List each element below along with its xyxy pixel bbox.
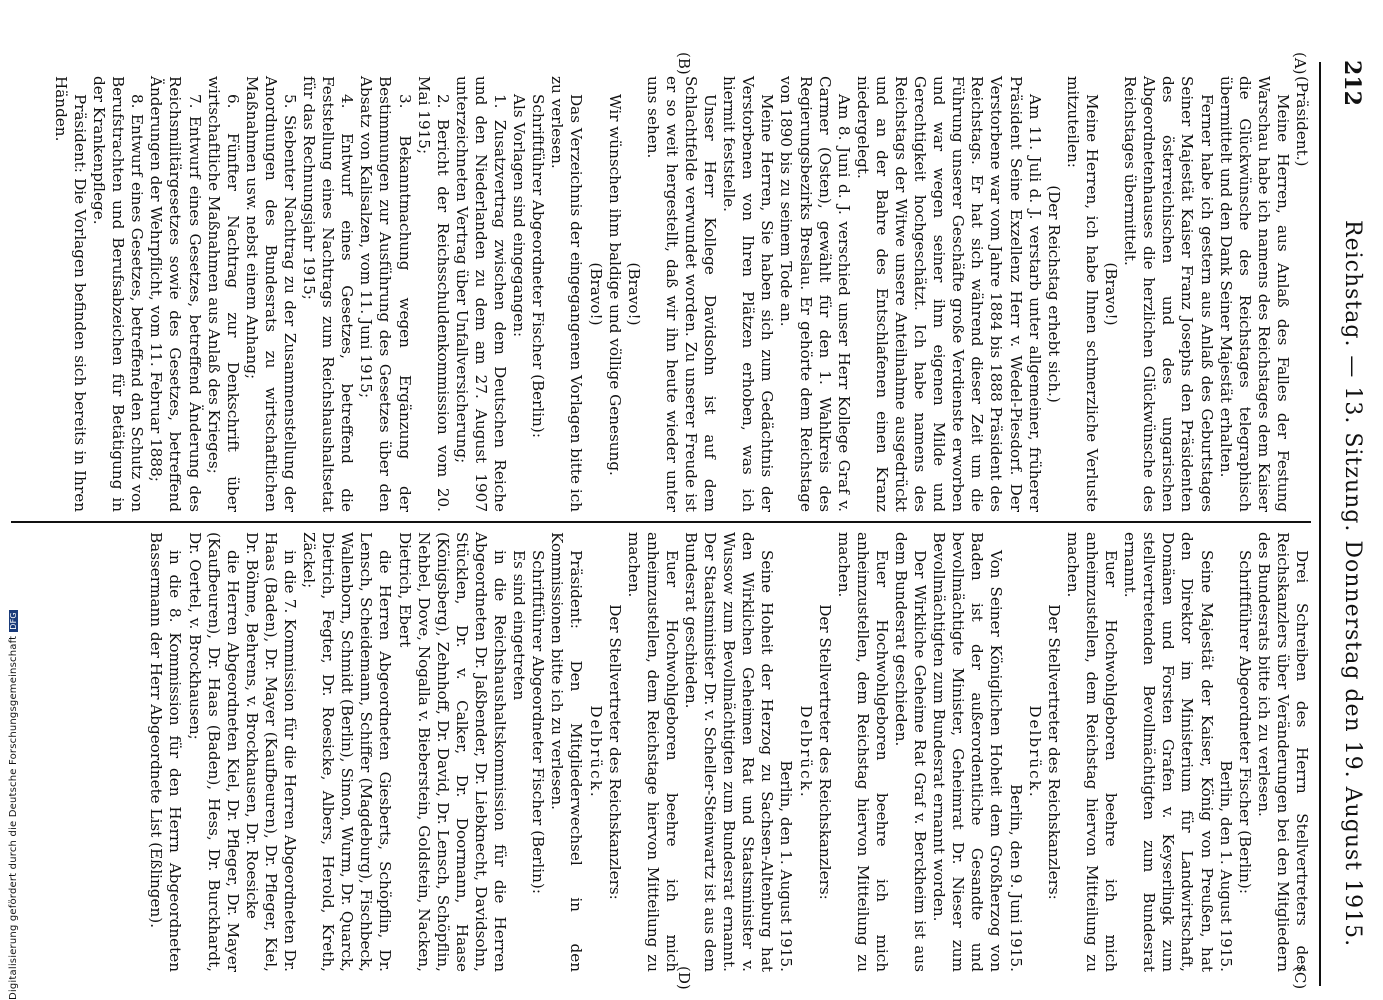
- left-column-paragraph: 6. Fünfter Nachtrag zur Denkschrift über wirtschaftliche Maßnahmen aus Anlaß des Krieges;: [204, 76, 242, 512]
- running-head: Reichstag. — 13. Sitzung. Donnerstag den 19. August 1915.: [1340, 220, 1365, 948]
- left-column-paragraph: (Präsident.): [1293, 76, 1311, 167]
- right-column-paragraph: Der Wirkliche Geheime Rat Graf v. Berckheim ist aus dem Bundesrat geschieden.: [892, 532, 930, 972]
- right-column-paragraph: Euer Hochwohlgeboren beehre ich mich anheimzustellen, dem Reichstage hiervon Mitteilung zu machen.: [624, 532, 681, 972]
- left-column-paragraph: 8. Entwurf eines Gesetzes, betreffend den Schutz von Berufstrachten und Berufsabzeichen für Betätigung in der Krankenpflege.: [90, 76, 147, 512]
- right-column-paragraph: Der Stellvertreter des Reichskanzlers:: [815, 604, 834, 900]
- footer-credit-strip: [8, 0, 22, 1000]
- right-column-paragraph: Es sind eingetreten: [510, 550, 529, 701]
- right-column-paragraph: Der Stellvertreter des Reichskanzlers:: [605, 604, 624, 900]
- margin-mark-b: (B): [675, 52, 693, 75]
- right-column-paragraph: Berlin, den 1. August 1915.: [777, 760, 796, 972]
- left-column-paragraph: 3. Bekanntmachung wegen Ergänzung der Bestimmungen zur Ausführung des Gesetzes über den Absatz von Kalisalzen, vom 11. Juni 1915;: [357, 76, 414, 512]
- left-column-paragraph: 5. Siebenter Nachtrag zu der Zusammenstellung der Anordnungen des Bundesrats zu wirtschaftlichen Maßnahmen usw. nebst einem Anhang;: [242, 76, 300, 512]
- right-column-paragraph: in die 8. Kommission für den Herrn Abgeordneten Bassermann der Herr Abgeordnete List (Eßlingen).: [147, 532, 185, 972]
- header-rule: [1319, 62, 1321, 986]
- right-column-paragraph: Der Stellvertreter des Reichskanzlers:: [1044, 604, 1063, 900]
- right-column-paragraph: die Herren Abgeordneten Giesberts, Schöpflin, Dr. Lensch, Scheidemann, Schiffer (Magdeburg), Fischbeck, Wallenborn, Schmidt (Berlin), Simon, Wurm, Dr. Quarck, Dietrich, Fegter, Dr. Roesicke, Albers, Herold, Kreth, Zäckel;: [300, 532, 395, 972]
- left-column-paragraph: 1. Zusatzvertrag zwischen dem Deutschen Reiche und den Niederlanden zu dem am 27. August 1907 unterzeichneten Vertrag über Unfallversicherung;: [452, 76, 510, 512]
- left-column-paragraph: 7. Entwurf eines Gesetzes, betreffend Änderung des Reichsmilitärgesetzes sowie des Gesetzes, betreffend Änderungen der Wehrpflicht, vom 11. Februar 1888;: [147, 76, 204, 512]
- left-column-paragraph: Ferner habe ich gestern aus Anlaß des Geburtstages Seiner Majestät Kaiser Franz Josephs den Präsidenten des österreichischen und des ungarischen Abgeordnetenhauses die herzlichen Glückwünsche des Reichstages übermittelt.: [1121, 76, 1216, 512]
- left-column-paragraph: (Bravo!): [586, 262, 605, 326]
- right-column-paragraph: Seine Hoheit der Herzog zu Sachsen-Altenburg hat den Wirklichen Geheimen Rat und Staatsminister v. Wussow zum Bevollmächtigten zum Bundesrat ernannt. Der Staatsminister Dr. v. Scheller-Steinwartz ist aus dem Bundesrat geschieden.: [682, 532, 777, 972]
- right-column-paragraph: in die Reichshaushaltskommission für die Herren Abgeordneten Dr. Jaßbender, Dr. Liebknecht, Davidsohn, Stücklen, Dr. v. Calker, Dr. Doormann, Haase (Königsberg), Zehnhoff, Dr. David, Dr. Lensch, Schöpflin, Nehbel, Dove, Nogalla v. Bieberstein, Goldstein, Nacken, Dietrich, Ebert: [395, 532, 510, 972]
- right-column-paragraph: Berlin, den 9. Juni 1915.: [1006, 783, 1025, 972]
- left-column-paragraph: Als Vorlagen sind eingegangen:: [510, 94, 529, 338]
- left-column-paragraph: Das Verzeichnis der eingegangenen Vorlagen bitte ich zu verlesen.: [548, 76, 586, 512]
- right-column-paragraph: Schriftführer Abgeordneter Fischer (Berlin):: [1235, 550, 1254, 894]
- right-column-paragraph: Drei Schreiben des Herrn Stellvertreters des Reichskanzlers über Veränderungen bei den Mitgliedern des Bundesrats bitte ich zu verlesen.: [1254, 532, 1311, 972]
- margin-mark-a: (A): [1291, 52, 1309, 75]
- right-column-paragraph: Schriftführer Abgeordneter Fischer (Berlin):: [529, 550, 548, 894]
- footer-credit-text: Digitalisierung gefördert durch die Deutsche Forschungsgemeinschaft: [8, 635, 19, 1000]
- right-column-paragraph: Delbrück.: [586, 705, 605, 799]
- right-column-paragraph: die Herren Abgeordneten Kiel, Dr. Pfleger, Dr. Mayer (Kaufbeuren), Dr. Haas (Baden), Hess, Dr. Burckhardt, Dr. Oertel, v. Brockhausen;: [185, 532, 242, 972]
- left-column-paragraph: Schriftführer Abgeordneter Fischer (Berlin):: [529, 94, 548, 438]
- right-column-paragraph: Berlin, den 1. August 1915.: [1216, 760, 1235, 972]
- margin-mark-c: (C): [1291, 966, 1309, 990]
- left-column-paragraph: Am 8. Juni d. J. verschied unser Herr Kollege Graf v. Carmer (Osten), gewählt für den 1. Wahlkreis des Regierungsbezirks Breslau. Er gehörte dem Reichstage von 1890 bis zu seinem Tode an.: [777, 76, 853, 512]
- right-column-paragraph: Von Seiner Königlichen Hoheit dem Großherzog von Baden ist der außerordentliche Gesandte und bevollmächtigte Minister, Geheimrat Dr. Nieser zum Bevollmächtigten zum Bundesrat ernannt worden.: [930, 532, 1006, 972]
- left-column-paragraph: (Bravo!): [624, 262, 643, 326]
- left-column-paragraph: Unser Herr Kollege Davidsohn ist auf dem Schlachtfelde verwundet worden. Zu unserer Freude ist er so weit hergestellt, daß wir ihn heute wieder unter uns sehen.: [643, 76, 720, 512]
- right-column-paragraph: Euer Hochwohlgeboren beehre ich mich anheimzustellen, dem Reichstag hiervon Mitteilung zu machen.: [834, 532, 891, 972]
- right-column: [146, 532, 1311, 972]
- left-column-paragraph: Wir wünschen ihm baldige und völlige Genesung.: [605, 94, 624, 476]
- right-column-paragraph: Delbrück.: [1025, 705, 1044, 799]
- column-divider: [11, 521, 1311, 523]
- right-column-paragraph: Delbrück.: [796, 705, 815, 799]
- footer-credit: [8, 0, 22, 1000]
- right-column-paragraph: Seine Majestät der Kaiser, König von Preußen, hat den Direktor im Ministerium für Landwirtschaft, Domänen und Forsten Grafen v. Keyserlingk zum stellvertretenden Bevollmächtigten zum Bundesrat ernannt.: [1121, 532, 1216, 972]
- right-column-paragraph: in die 7. Kommission für die Herren Abgeordneten Dr. Haas (Baden), Dr. Mayer (Kaufbeuren), Dr. Pfleger, Kiel, Dr. Böhme, Behrens, v. Brockhausen, Dr. Roesicke: [242, 532, 300, 972]
- right-column-paragraph: Euer Hochwohlgeboren beehre ich mich anheimzustellen, dem Reichstag hiervon Mitteilung zu machen.: [1063, 532, 1121, 972]
- left-column-paragraph: Meine Herren, Sie haben sich zum Gedächtnis der Verstorbenen von Ihren Plätzen erhoben, was ich hiermit feststelle.: [720, 76, 777, 512]
- left-column-paragraph: (Der Reichstag erhebt sich.): [1044, 185, 1063, 403]
- page-number: 212: [1339, 60, 1365, 106]
- page-header: [1325, 60, 1365, 980]
- left-column-paragraph: Meine Herren, ich habe Ihnen schmerzliche Verluste mitzuteilen:: [1063, 76, 1101, 512]
- left-column: [51, 76, 1311, 512]
- margin-mark-d: (D): [675, 966, 693, 990]
- left-column-paragraph: 2. Bericht der Reichsschuldenkommission vom 20. Mai 1915;: [414, 76, 452, 512]
- left-column-paragraph: Am 11. Juli d. J. verstarb unter allgemeiner, früherer Präsident Seine Exzellenz Herr v. Wedel-Piesdorf. Der Verstorbene war vom Jahre 1884 bis 1888 Präsident des Reichstags. Er hat sich während dieser Zeit um die Führung unserer Geschäfte große Verdienste erworben und war wegen seiner ihm eigenen Milde und Gerechtigkeit hochgeschätzt. Ich habe namens des Reichstags der Witwe unsere Anteilnahme ausgedrückt und an der Bahre des Entschlafenen einen Kranz niedergelegt.: [853, 76, 1044, 512]
- left-column-paragraph: Meine Herren, aus Anlaß des Falles der Festung Warschau habe ich namens des Reichstages dem Kaiser die Glückwünsche des Reichstages telegraphisch übermittelt und den Dank Seiner Majestät erhalten.: [1216, 76, 1292, 512]
- left-column-paragraph: 4. Entwurf eines Gesetzes, betreffend die Feststellung eines Nachtrags zum Reichshaushaltsetat für das Rechnungsjahr 1915;: [300, 76, 357, 512]
- left-column-paragraph: (Bravo!): [1102, 262, 1121, 326]
- right-column-paragraph: Präsident: Den Mitgliederwechsel in den Kommissionen bitte ich zu verlesen.: [548, 532, 586, 972]
- left-column-paragraph: Präsident: Die Vorlagen befinden sich bereits in Ihren Händen.: [51, 76, 89, 512]
- dfg-logo: DFG: [9, 612, 18, 630]
